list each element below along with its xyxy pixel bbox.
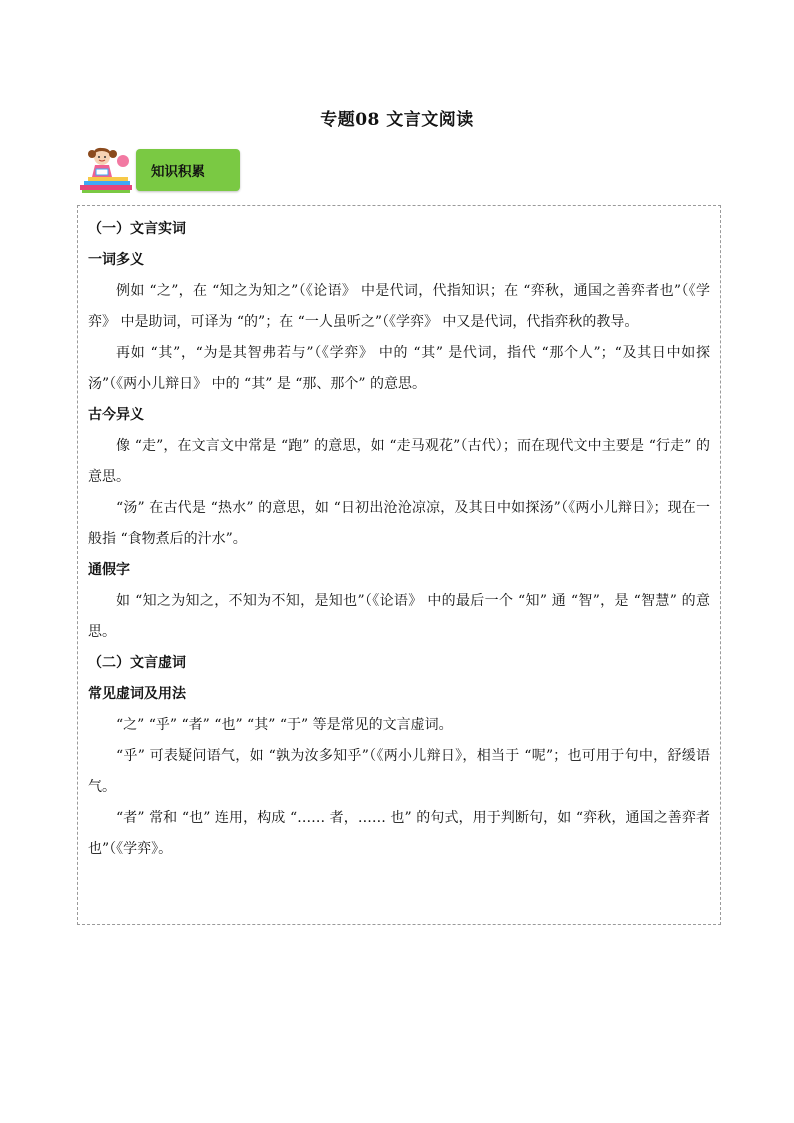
paragraph: 例如 “之”，在 “知之为知之”（《论语》 中是代词，代指知识；在 “弈秋，通国之善弈者也”（《学弈》 中是助词，可译为 “的”；在 “一人虽听之”（《学弈》 中又是代词，代指弈秋的教导。 bbox=[88, 283, 710, 330]
page-title: 专题08 文言文阅读 bbox=[320, 110, 474, 130]
content-box bbox=[77, 205, 721, 925]
section-shici bbox=[88, 214, 710, 648]
paragraph: “之” “乎” “者” “也” “其” “于” 等是常见的文言虚词。 bbox=[116, 717, 453, 733]
girl-reading-mascot-icon bbox=[78, 145, 136, 195]
paragraph: 如 “知之为知之，不知为不知，是知也”（《论语》 中的最后一个 “知” 通 “智”，是 “智慧” 的意思。 bbox=[88, 593, 710, 640]
knowledge-badge: 知识积累 bbox=[136, 149, 240, 191]
section-heading: （一）文言实词 bbox=[88, 221, 186, 237]
subsection-heading: 古今异义 bbox=[88, 407, 144, 423]
paragraph: 再如 “其”，“为是其智弗若与”（《学弈》 中的 “其” 是代词，指代 “那个人”；“及其日中如探汤”（《两小儿辩日》 中的 “其” 是 “那、那个” 的意思。 bbox=[88, 345, 710, 392]
section-badge-row bbox=[78, 145, 258, 195]
paragraph: 像 “走”，在文言文中常是 “跑” 的意思，如 “走马观花”（古代）；而在现代文中主要是 “行走” 的意思。 bbox=[88, 438, 710, 485]
subsection-heading: 常见虚词及用法 bbox=[88, 686, 186, 702]
paragraph: “者” 常和 “也” 连用，构成 “…… 者，…… 也” 的句式，用于判断句，如 “弈秋，通国之善弈者也”（《学弈》。 bbox=[88, 810, 710, 857]
subsection-heading: 通假字 bbox=[88, 562, 130, 578]
paragraph: “汤” 在古代是 “热水” 的意思，如 “日初出沧沧凉凉，及其日中如探汤”（《两小儿辩日》；现在一般指 “食物煮后的汁水”。 bbox=[88, 500, 710, 547]
subsection-heading: 一词多义 bbox=[88, 252, 144, 268]
paragraph: “乎” 可表疑问语气，如 “孰为汝多知乎”（《两小儿辩日》，相当于 “呢”；也可用于句中，舒缓语气。 bbox=[88, 748, 710, 795]
section-xuci bbox=[88, 648, 710, 865]
section-heading: （二）文言虚词 bbox=[88, 655, 186, 671]
